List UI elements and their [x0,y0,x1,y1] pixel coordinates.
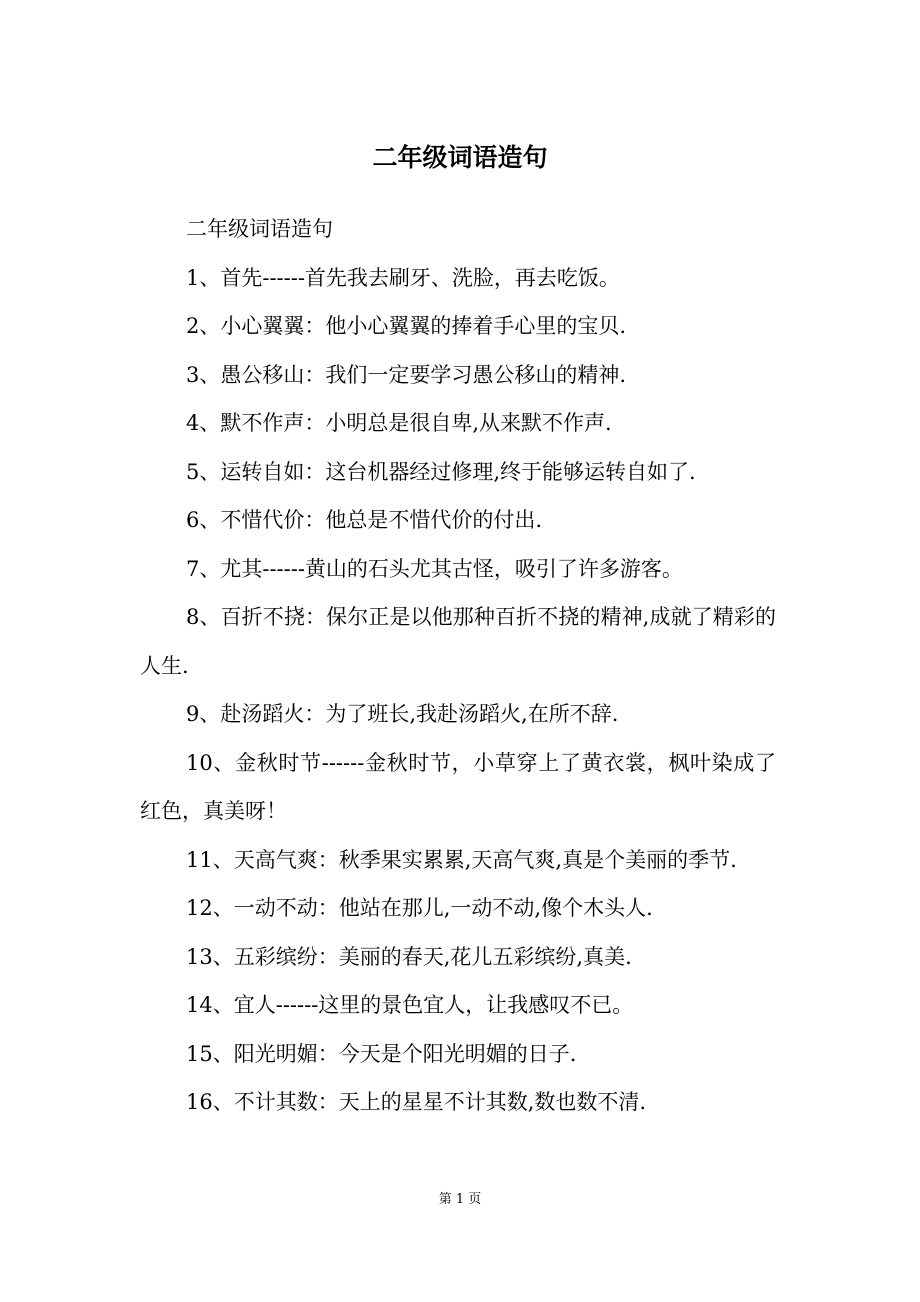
paragraph-item-13: 13、五彩缤纷：美丽的春天,花儿五彩缤纷,真美. [186,944,632,969]
document-body [140,205,776,1127]
footer-prefix: 第 [438,1192,452,1207]
paragraph-item-3: 3、愚公移山：我们一定要学习愚公移山的精神. [186,362,627,387]
footer-page-number: 1 [455,1192,465,1207]
paragraph-item-11: 11、天高气爽：秋季果实累累,天高气爽,真是个美丽的季节. [186,847,737,872]
paragraph-item-7: 7、尤其------黄山的石头尤其古怪，吸引了许多游客。 [186,556,683,581]
paragraph-item-16: 16、不计其数：天上的星星不计其数,数也数不清. [186,1090,647,1114]
page-footer [0,1191,920,1209]
paragraph-item-6: 6、不惜代价：他总是不惜代价的付出. [186,508,543,532]
paragraph-item-8: 8、百折不挠：保尔正是以他那种百折不挠的精神,成就了精彩的人生. [140,605,776,678]
paragraph-heading: 二年级词语造句 [186,217,333,241]
paragraph-item-9: 9、赴汤蹈火：为了班长,我赴汤蹈火,在所不辞. [186,702,619,726]
paragraph-item-15: 15、阳光明媚：今天是个阳光明媚的日子. [186,1041,577,1066]
paragraph-item-2: 2、小心翼翼：他小心翼翼的捧着手心里的宝贝. [186,314,627,338]
document-title: 二年级词语造句 [372,143,548,172]
paragraph-item-10: 10、金秋时节------金秋时节，小草穿上了黄衣裳，枫叶染成了红色，真美呀！ [140,750,776,823]
paragraph-item-14: 14、宜人------这里的景色宜人，让我感叹不已。 [186,993,634,1017]
footer-suffix: 页 [468,1192,482,1207]
paragraph-item-1: 1、首先------首先我去刷牙、洗脸，再去吃饭。 [186,265,620,290]
paragraph-item-4: 4、默不作声：小明总是很自卑,从来默不作声. [186,411,612,435]
paragraph-item-5: 5、运转自如：这台机器经过修理,终于能够运转自如了. [186,459,696,484]
paragraph-item-12: 12、一动不动：他站在那儿,一动不动,像个木头人. [186,896,653,920]
